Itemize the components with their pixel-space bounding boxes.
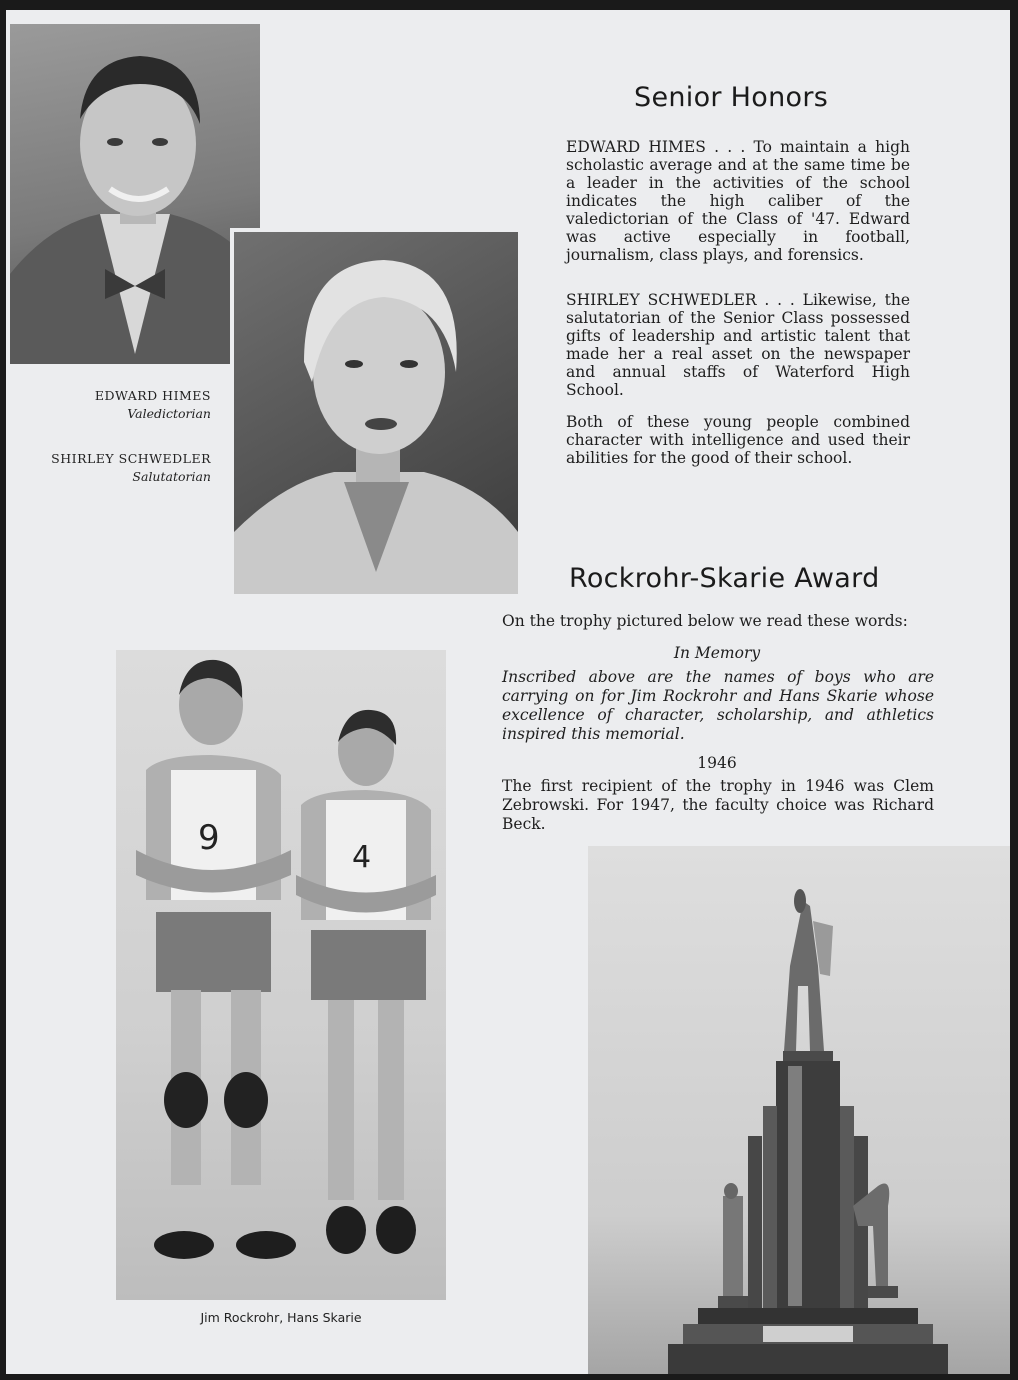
schwedler-caption-role: Salutatorian [132, 469, 211, 484]
award-intro: On the trophy pictured below we read these words: [502, 612, 908, 630]
senior-honors-title: Senior Honors [634, 82, 829, 113]
jersey-number-4: 4 [352, 840, 372, 875]
award-title: Rockrohr-Skarie Award [569, 563, 880, 594]
himes-caption-name: EDWARD HIMES [94, 388, 211, 403]
award-recipients: The first recipient of the trophy in 1946 was Clem Zebrowski. For 1947, the faculty choice was Richard Beck. [502, 777, 934, 833]
schwedler-paragraph: SHIRLEY SCHWEDLER . . . Likewise, the salutatorian of the Senior Class possessed gifts of leadership and artistic talent that made her a real asset on the newspaper and annual staffs of Waterford High School. [566, 291, 910, 399]
shirley-schwedler-portrait [230, 228, 522, 598]
yearbook-page [6, 10, 1010, 1374]
combined-paragraph: Both of these young people combined character with intelligence and used their abilities for the good of their school. [566, 413, 910, 467]
basketball-players-photo [116, 650, 446, 1300]
in-memory-line: In Memory [673, 644, 761, 662]
award-inscription: Inscribed above are the names of boys who are carrying on for Jim Rockrohr and Hans Skarie whose excellence of character, scholarship, and athletics inspired this memorial. [502, 668, 934, 743]
himes-caption-role: Valedictorian [127, 406, 211, 421]
award-year: 1946 [697, 754, 737, 772]
trophy-photo [588, 846, 1010, 1374]
himes-paragraph: EDWARD HIMES . . . To maintain a high scholastic average and at the same time be a leader in the activities of the school indicates the high caliber of the valedictorian of the Class of '47. Edward was active especially in football, journalism, class plays, and forensics. [566, 138, 910, 264]
jersey-number-9: 9 [198, 818, 220, 858]
schwedler-caption-name: SHIRLEY SCHWEDLER [51, 451, 211, 466]
basketball-caption: Jim Rockrohr, Hans Skarie [200, 1310, 362, 1325]
edward-himes-portrait [10, 24, 260, 364]
